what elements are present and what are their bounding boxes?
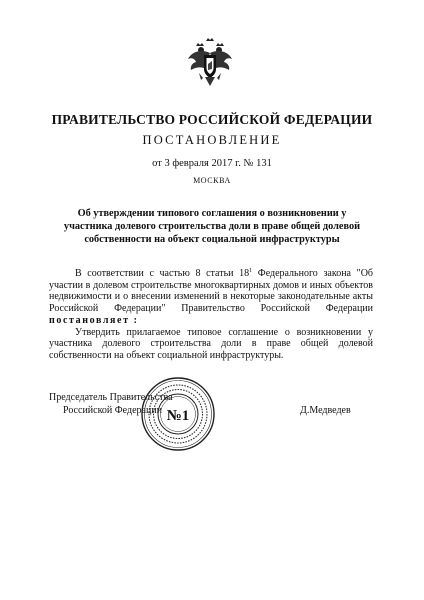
coat-of-arms-icon [186, 37, 234, 89]
document-date-number: от 3 февраля 2017 г. № 131 [152, 158, 272, 169]
body-paragraph-2: Утвердить прилагаемое типовое соглашение о возникновении у участника долевого строительства доли в праве общей долевой собственности на объект социальной инфраструктуры. [49, 326, 373, 361]
decrees-word: постановляет : [49, 314, 139, 326]
document-city: МОСКВА [193, 176, 231, 185]
government-name: ПРАВИТЕЛЬСТВО РОССИЙСКОЙ ФЕДЕРАЦИИ [51, 112, 373, 127]
official-seal-icon [140, 376, 216, 452]
body-paragraph-1 [49, 266, 373, 327]
signatory-position-line-2: Российской Федерации [63, 404, 163, 416]
seal-number: №1 [166, 408, 190, 424]
article-superscript: 1 [249, 268, 253, 274]
signatory-position-line-1: Председатель Правительства [49, 392, 173, 403]
paragraph-1-start: В соответствии с частью 8 статьи 18 [75, 268, 250, 279]
signatory-name: Д.Медведев [300, 405, 351, 416]
document-title: Об утверждении типового соглашения о возникновении у участника долевого строительства доли в праве общей долевой собственности на объект социальной инфраструктуры [63, 208, 361, 245]
paragraph-1-rest: Федерального закона "Об участии в долевом строительстве многоквартирных домов и иных объектов недвижимости и о внесении изменений в некоторые законодательные акты Российской Федерации" Правительство Российской Федерации [49, 268, 374, 315]
document-body [49, 266, 373, 362]
document-type: ПОСТАНОВЛЕНИЕ [142, 133, 282, 147]
